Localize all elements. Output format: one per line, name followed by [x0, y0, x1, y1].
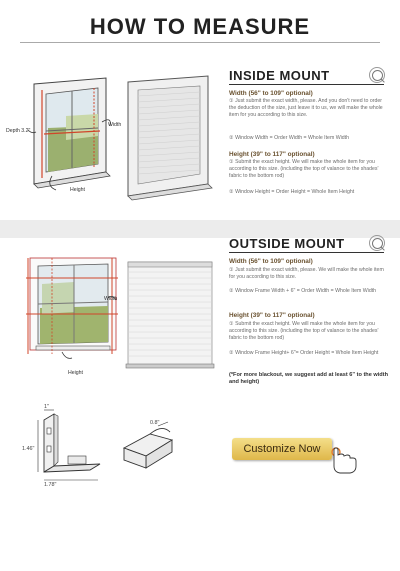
bracket-dim-top: 1"	[44, 404, 49, 410]
customize-now-button[interactable]	[232, 438, 332, 460]
title-divider	[20, 42, 380, 43]
outside-mount-diagram	[22, 254, 122, 366]
outside-mount-heading: OUTSIDE MOUNT	[229, 236, 345, 251]
outside-width-label: Width	[104, 296, 118, 302]
inside-depth-label: Depth 3.2"	[6, 128, 31, 134]
page-title: HOW TO MEASURE	[89, 14, 311, 39]
inside-height-label: Height	[70, 187, 85, 193]
bracket-diagram	[28, 408, 118, 488]
outside-shade-diagram	[122, 256, 220, 380]
inside-width-label: Width	[108, 122, 122, 128]
pointer-hand-icon	[326, 446, 360, 476]
outside-width-text-2: ② Window Frame Width + 6" = Order Width = Whole Item Width	[229, 288, 377, 294]
inside-width-text-2: ② Window Width = Order Width = Whole Item Width	[229, 135, 349, 141]
inside-width-title: Width (56" to 109" optional)	[229, 90, 313, 97]
inside-mount-heading: INSIDE MOUNT	[229, 68, 330, 83]
outside-width-title: Width (56" to 109" optional)	[229, 258, 313, 265]
inside-height-title: Height (39" to 117" optional)	[229, 151, 315, 158]
outside-heading-rule	[229, 252, 384, 253]
outside-height-text-1: ① Submit the exact height. We will make the whole item for you according to this size. (including the top of valance to the shades' fabric to the bottom rod)	[229, 321, 379, 341]
magnifier-icon	[372, 238, 383, 249]
blackout-note: (*For more blackout, we suggest add at least 6" to the width and height)	[229, 372, 388, 386]
outside-height-label: Height	[68, 370, 83, 376]
outside-height-title: Height (39" to 117" optional)	[229, 312, 315, 319]
bracket-dim-left: 1.46"	[22, 446, 35, 452]
clip-diagram	[110, 418, 200, 478]
bracket-dim-bottom: 1.78"	[44, 482, 57, 488]
magnifier-icon	[372, 70, 383, 81]
inside-shade-diagram	[122, 74, 217, 204]
inside-height-text-1: ① Submit the exact height. We will make the whole item for you according to this size. (including the top of valance to the shades' fabric to the bottom rod)	[229, 159, 379, 179]
clip-dim: 0.8"	[150, 420, 160, 426]
inside-heading-rule	[229, 84, 384, 85]
customize-now-label: Customize Now	[243, 443, 321, 455]
outside-width-text-1: ① Just submit the exact width, please. We will make the whole item for you according to this size.	[229, 267, 384, 280]
outside-height-text-2: ② Window Frame Height+ 6"= Order Height = Whole Item Height	[229, 350, 379, 356]
inside-height-text-2: ② Window Height = Order Height = Whole Item Height	[229, 189, 355, 195]
inside-mount-diagram	[6, 76, 116, 196]
inside-width-text-1: ① Just submit the exact width, please. And you don't need to order the deduction of the size, just leave it to us, we will make the whole item for you according to this size.	[229, 98, 383, 118]
